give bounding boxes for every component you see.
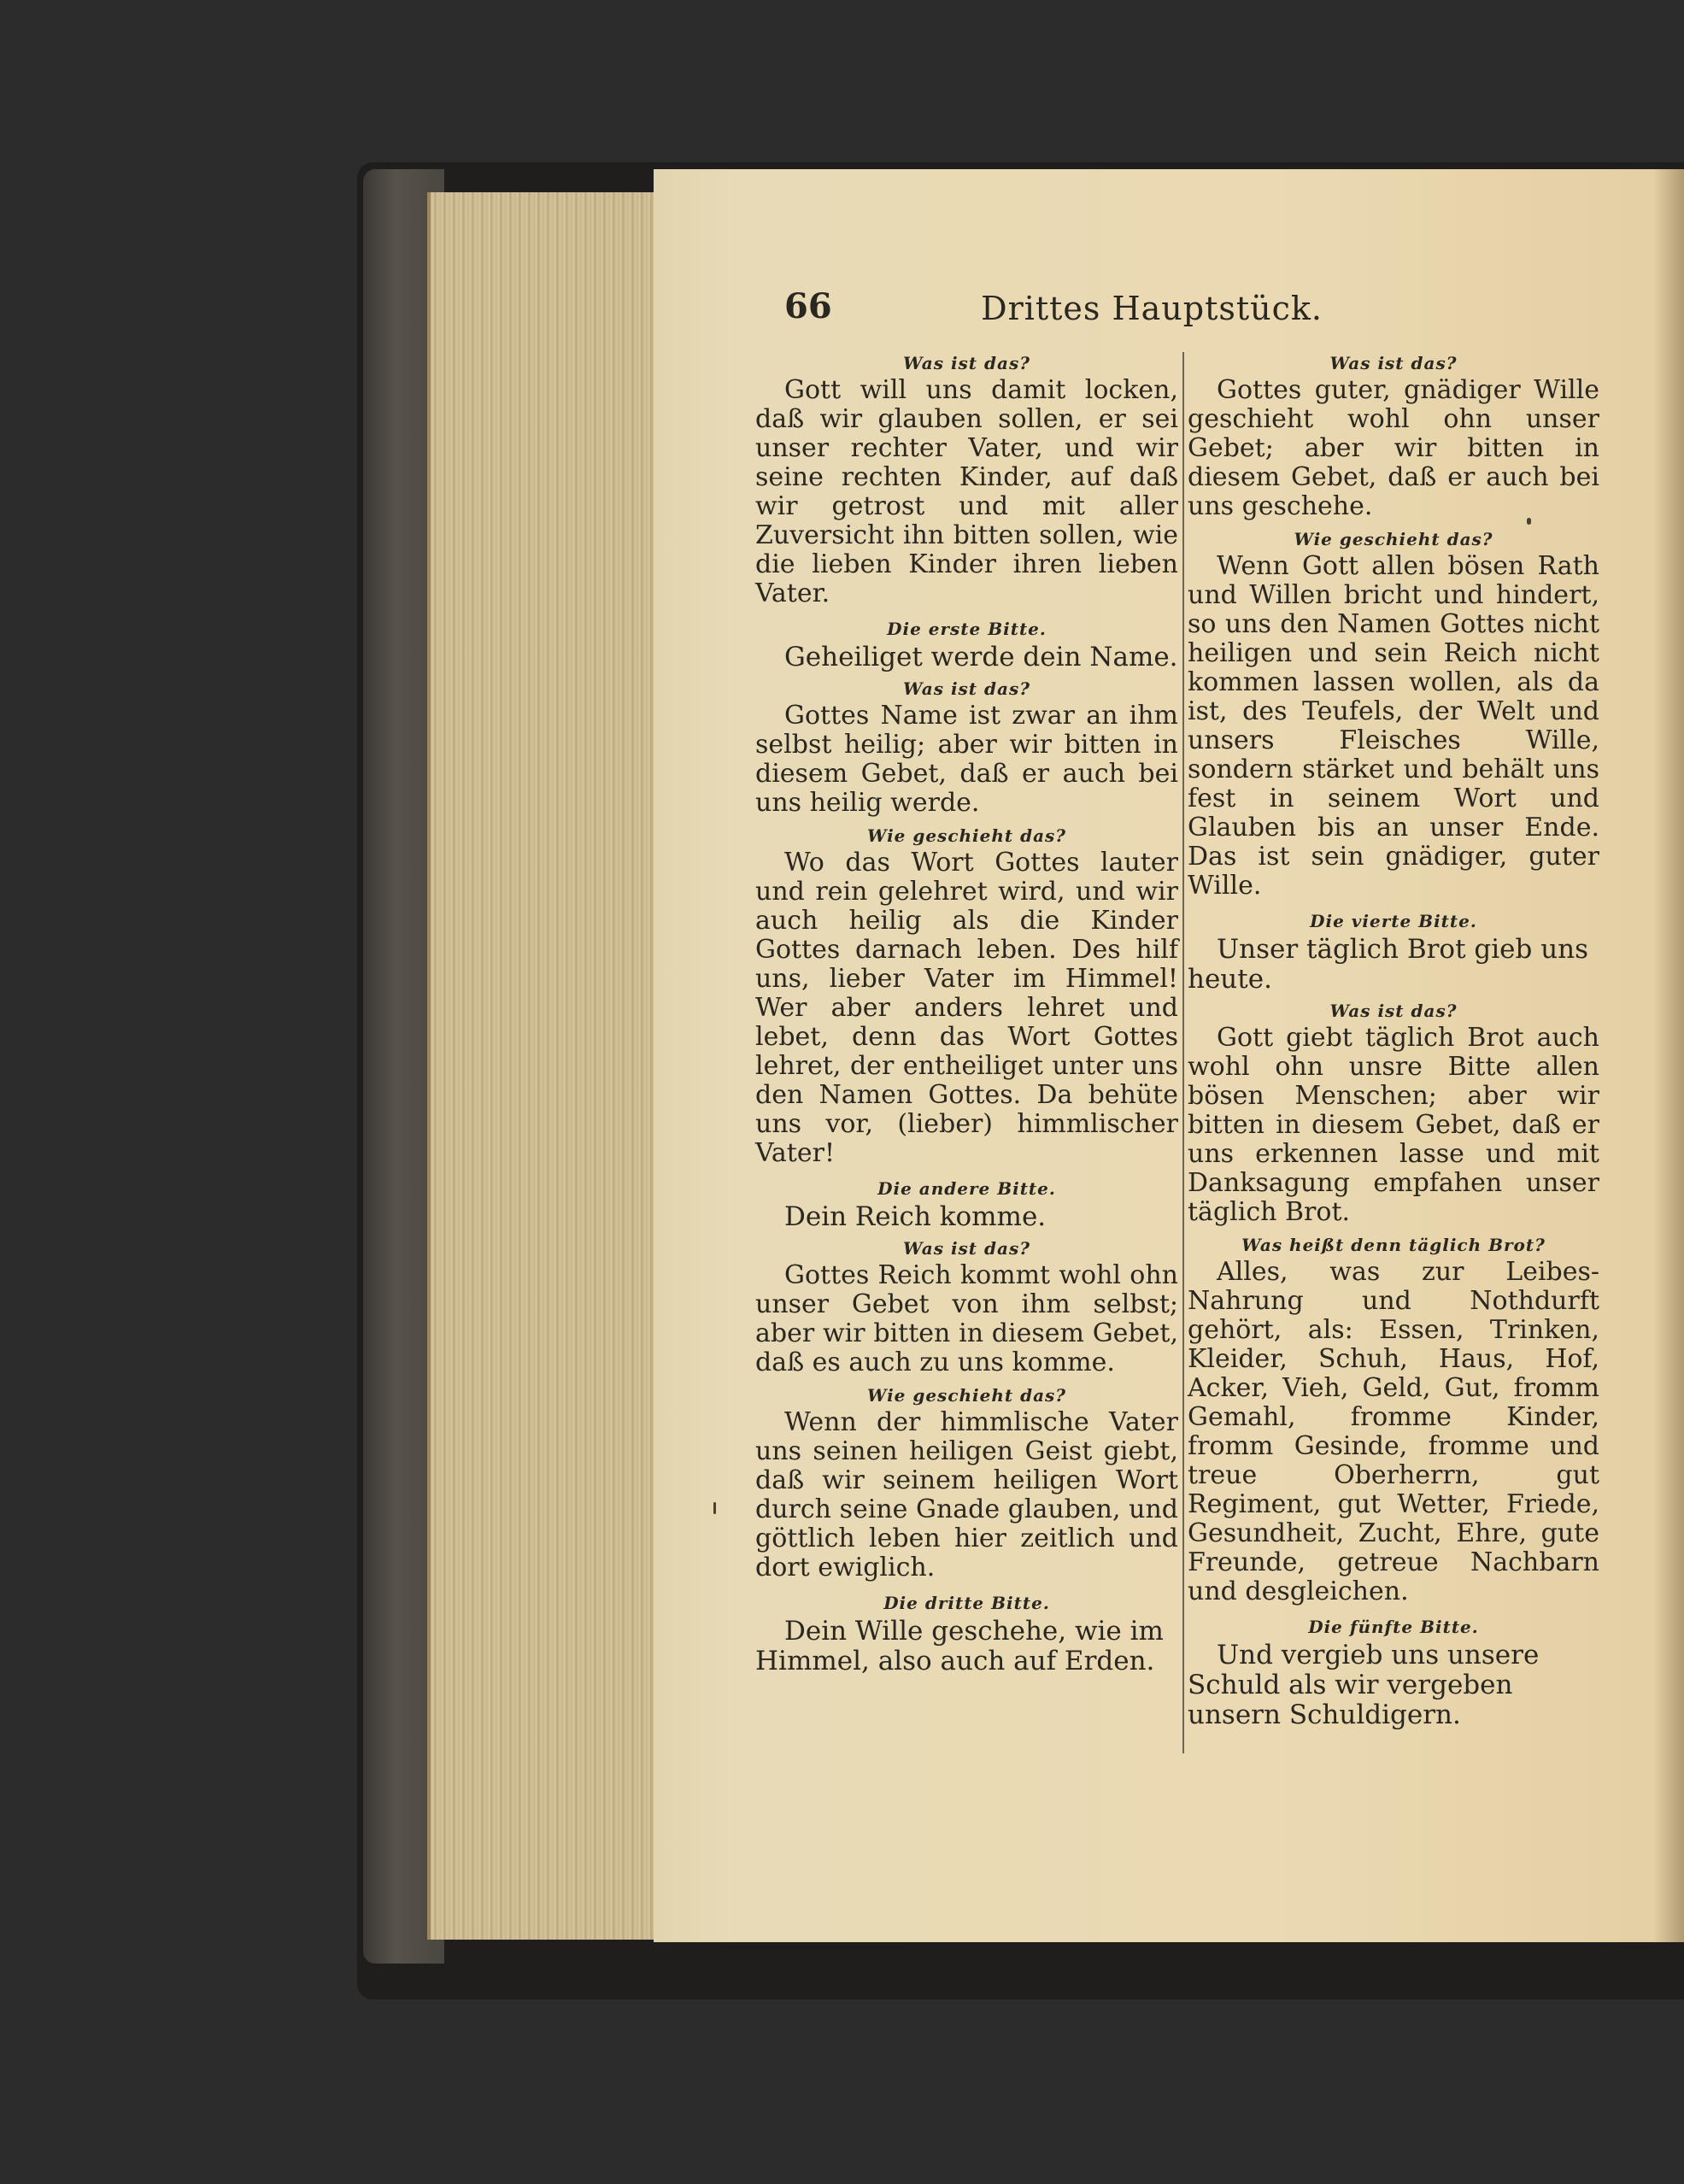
page-header: [784, 286, 1323, 338]
petition-text: Dein Wille geschehe, wie im Himmel, also auch auf Erden.: [755, 1616, 1164, 1676]
section-heading: Die vierte Bitte.: [1310, 911, 1477, 931]
page-gutter-shadow: [1653, 169, 1684, 1942]
question-heading: Wie geschieht das?: [1294, 529, 1493, 549]
petition-text: Geheiliget werde dein Name.: [784, 642, 1178, 672]
answer-paragraph: Gott giebt täglich Brot auch wohl ohn unsre Bitte allen bösen Menschen; aber wir bitten in diesem Gebet, daß er uns erkennen lasse und mit Danksagung empfahen unser täglich Brot.: [1188, 1023, 1599, 1227]
page-number: 66: [784, 286, 832, 326]
right-column: [1188, 350, 1599, 1760]
question-heading: Was ist das?: [903, 353, 1030, 373]
answer-paragraph: Wenn Gott allen bösen Rath und Willen bricht und hindert, so uns den Namen Gottes nicht heiligen und sein Reich nicht kommen lassen wollen, als da ist, des Teufels, der Welt und unsers Fleisches Wille, sondern stärket und behält uns fest in seinem Wort und Glauben bis an unser Ende. Das ist sein gnädiger, guter Wille.: [1188, 551, 1599, 901]
question-heading: Was ist das?: [1329, 1001, 1458, 1021]
page-stack-edge: [427, 192, 662, 1940]
section-heading: Die erste Bitte.: [887, 619, 1047, 639]
petition-text: Dein Reich komme.: [784, 1201, 1047, 1232]
answer-paragraph: Gottes guter, gnädiger Wille geschieht wohl ohn unser Gebet; aber wir bitten in diesem Gebet, daß er auch bei uns geschehe.: [1188, 375, 1599, 521]
answer-paragraph: Alles, was zur Leibes-Nahrung und Nothdurft gehört, als: Essen, Trinken, Kleider, Schuh, Haus, Hof, Acker, Vieh, Geld, Gut, fromm Gemahl, fromme Kinder, fromm Gesinde, fromme und treue Oberherrn, gut Regiment, gut Wetter, Friede, Gesundheit, Zucht, Ehre, gute Freunde, getreue Nachbarn und desgleichen.: [1188, 1257, 1599, 1606]
section-heading: Die fünfte Bitte.: [1308, 1617, 1479, 1637]
section-heading: Die dritte Bitte.: [883, 1593, 1050, 1613]
section-heading: Die andere Bitte.: [877, 1178, 1056, 1199]
column-divider: [1182, 352, 1184, 1753]
question-heading: Was ist das?: [1329, 353, 1458, 373]
answer-paragraph: Gottes Reich kommt wohl ohn unser Gebet von ihm selbst; aber wir bitten in diesem Gebet, daß es auch zu uns komme.: [755, 1260, 1178, 1377]
answer-paragraph: Gott will uns damit locken, daß wir glauben sollen, er sei unser rechter Vater, und wir seine rechten Kinder, auf daß wir getrost und mit aller Zuversicht ihn bitten sollen, wie die lieben Kinder ihren lieben Vater.: [755, 375, 1178, 608]
question-heading: Was ist das?: [903, 1238, 1030, 1259]
ink-speck: [1527, 518, 1531, 525]
running-title: Drittes Hauptstück.: [981, 290, 1323, 327]
left-column: [755, 350, 1178, 1760]
ink-speck: [713, 1502, 716, 1514]
question-heading: Wie geschieht das?: [866, 1385, 1067, 1406]
question-heading: Was heißt denn täglich Brot?: [1241, 1235, 1546, 1255]
answer-paragraph: Wenn der himmlische Vater uns seinen heiligen Geist giebt, daß wir seinem heiligen Wort durch seine Gnade glauben, und göttlich leben hier zeitlich und dort ewiglich.: [755, 1407, 1178, 1582]
petition-text: Und vergieb uns unsere Schuld als wir vergeben unsern Schuldigern.: [1188, 1640, 1540, 1730]
answer-paragraph: Gottes Name ist zwar an ihm selbst heilig; aber wir bitten in diesem Gebet, daß er auch bei uns heilig werde.: [755, 701, 1178, 818]
petition-text: Unser täglich Brot gieb uns heute.: [1188, 934, 1589, 995]
answer-paragraph: Wo das Wort Gottes lauter und rein gelehret wird, und wir auch heilig als die Kinder Gottes darnach leben. Des hilf uns, lieber Vater im Himmel! Wer aber anders lehret und lebet, denn das Wort Gottes lehret, der entheiliget unter uns den Namen Gottes. Da behüte uns vor, (lieber) himmlischer Vater!: [755, 848, 1178, 1168]
question-heading: Was ist das?: [903, 678, 1030, 699]
question-heading: Wie geschieht das?: [866, 825, 1067, 846]
